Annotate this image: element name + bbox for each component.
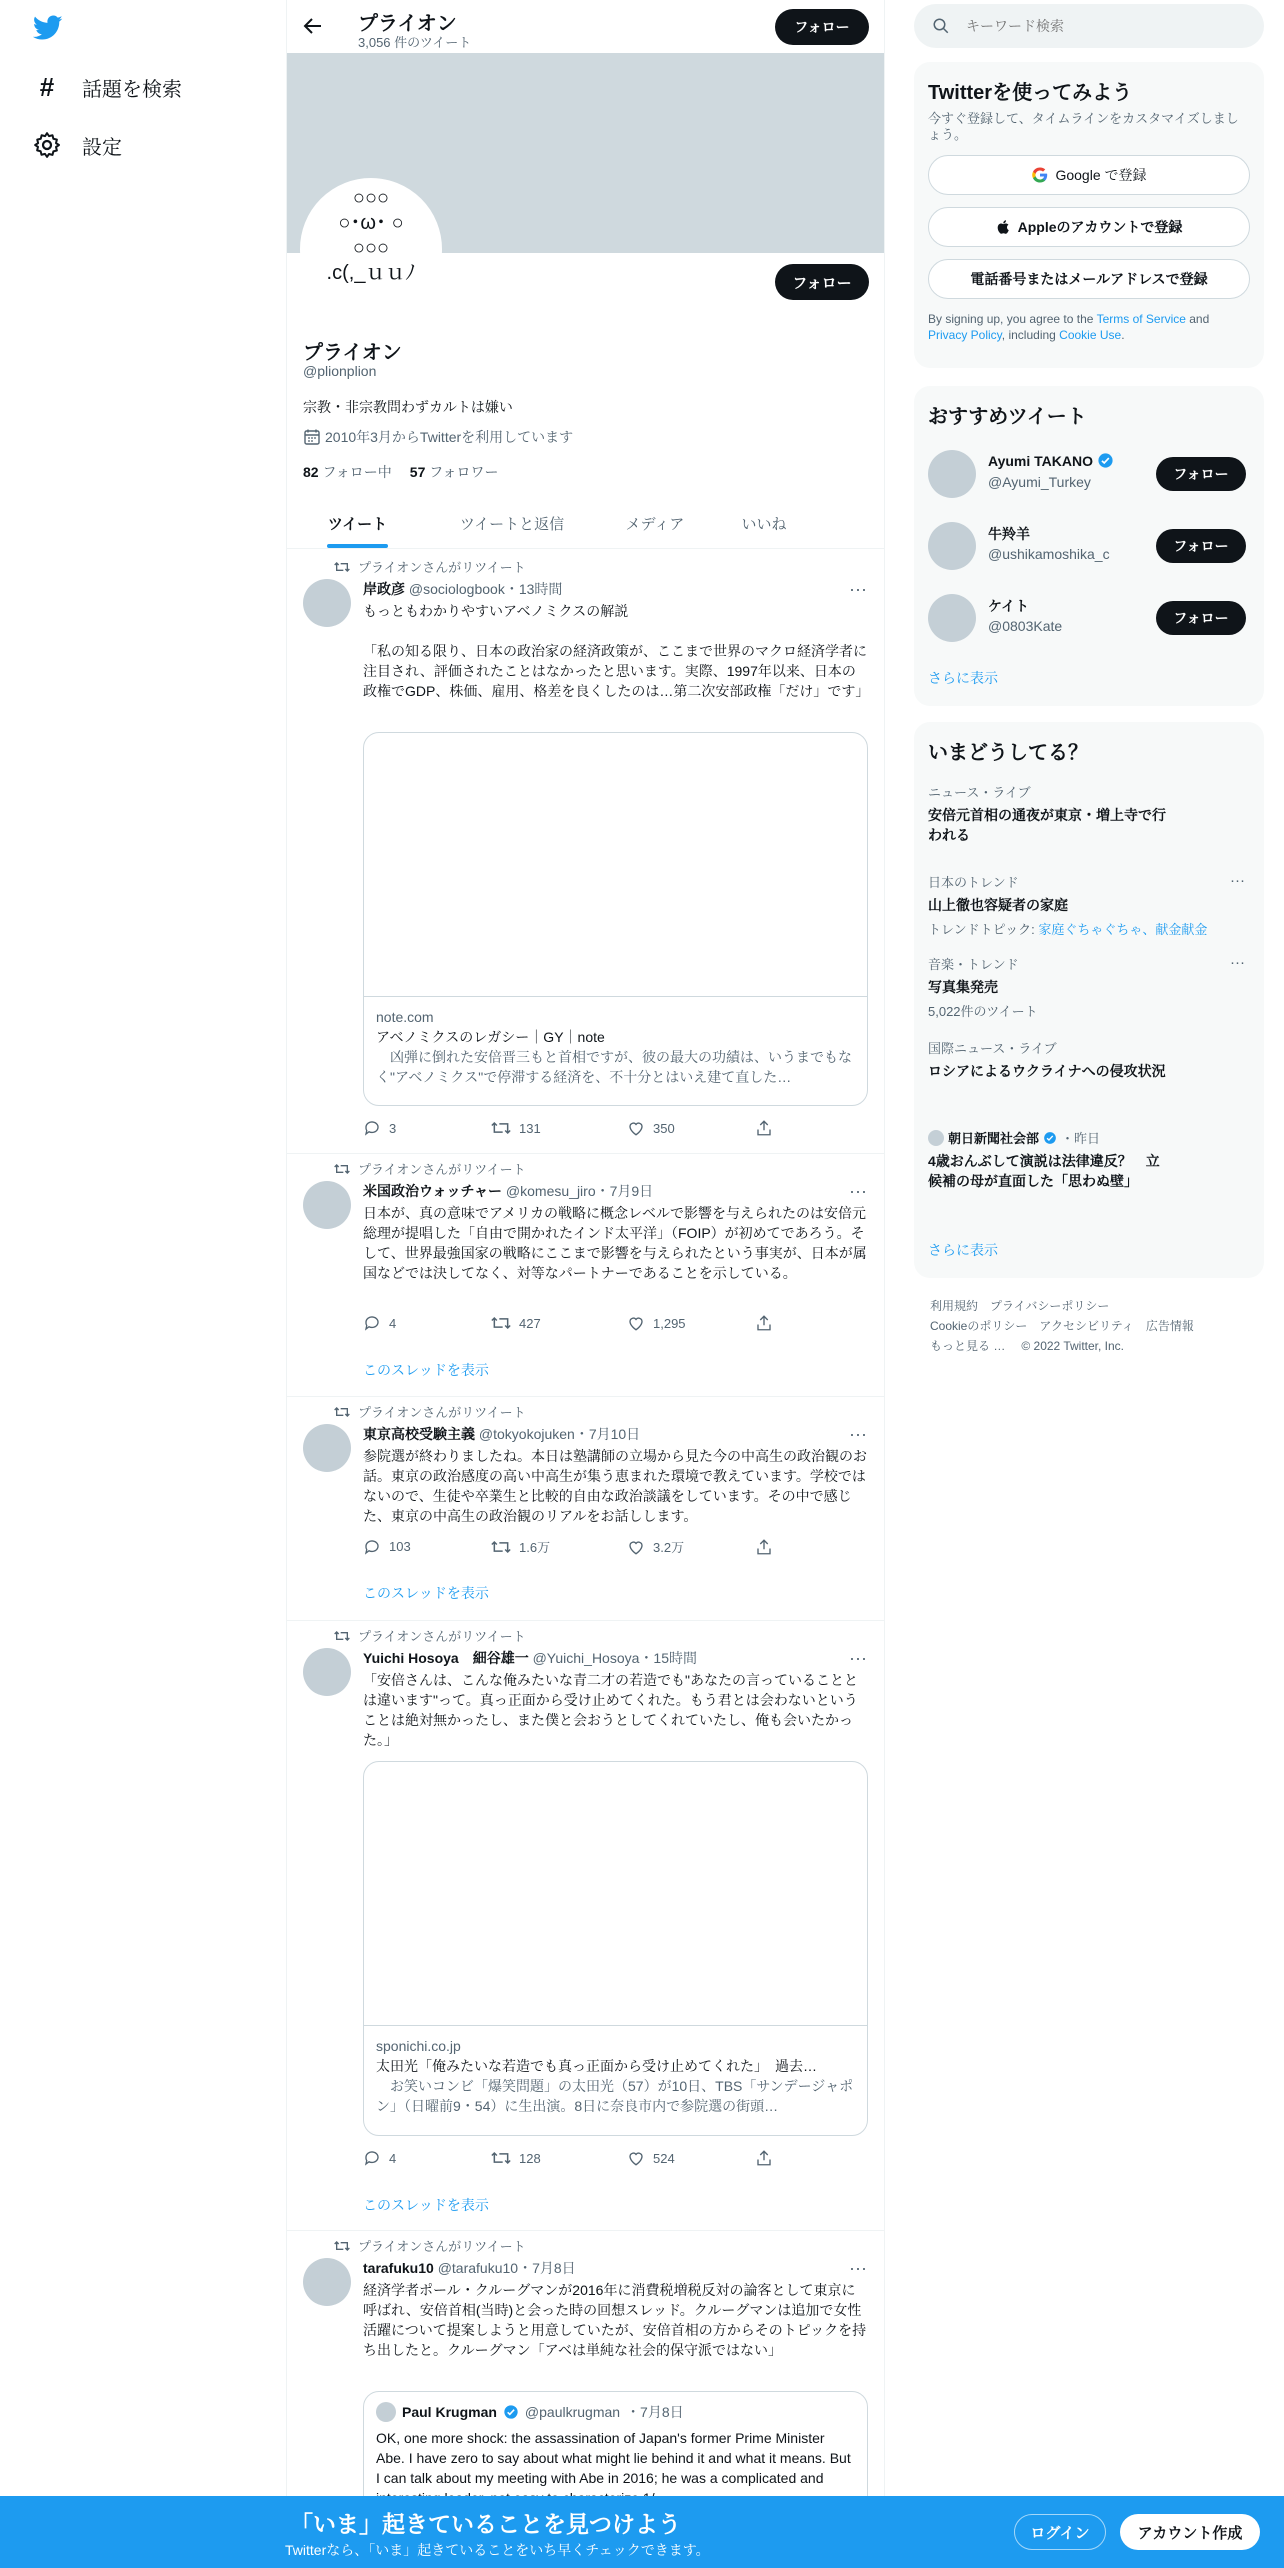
user-handle: @ushikamoshika_c bbox=[988, 546, 1110, 562]
tab-media[interactable]: メディア bbox=[625, 516, 685, 533]
avatar-line: ○･ω･ ○ bbox=[338, 212, 404, 234]
retweet-icon bbox=[334, 1405, 350, 1419]
verified-badge-icon bbox=[1097, 452, 1114, 469]
more-icon[interactable]: ··· bbox=[1230, 872, 1245, 889]
reply-button[interactable]: 4 bbox=[363, 2149, 491, 2167]
retweet-button[interactable]: 1.6万 bbox=[491, 1537, 627, 1556]
verified-badge-icon bbox=[1043, 1131, 1057, 1145]
profile-handle: @plionplion bbox=[303, 363, 377, 379]
reply-button[interactable]: 103 bbox=[363, 1537, 491, 1556]
retweet-icon bbox=[334, 2239, 350, 2253]
footer-link[interactable]: 広告情報 bbox=[1145, 1319, 1194, 1333]
share-button[interactable] bbox=[755, 1119, 773, 1137]
sidebar-footer bbox=[930, 1296, 1250, 1356]
profile-stats bbox=[303, 462, 499, 482]
more-icon[interactable]: ··· bbox=[849, 1424, 867, 1444]
tweet-text: もっともわかりやすいアベノミクスの解説 「私の知る限り、日本の政治家の経済政策が、ここまで世界のマクロ経済学者に注目され、評価されたことはなかったと思います。実際、1997年以来、日本の政権でGDP、株価、雇用、格差を良くしたのは…第二次安部政権「だけ」です」 bbox=[363, 603, 870, 699]
retweet-icon bbox=[491, 1538, 511, 1556]
signup-subtitle: 今すぐ登録して、タイムラインをカスタマイズしましょう。 bbox=[928, 111, 1239, 142]
trend-count: 5,022件のツイート bbox=[928, 1004, 1038, 1019]
more-icon[interactable]: ··· bbox=[849, 2258, 867, 2278]
gear-icon bbox=[32, 130, 62, 160]
footer-link[interactable]: Cookieのポリシー bbox=[930, 1319, 1028, 1333]
retweet-icon bbox=[334, 1629, 350, 1643]
footer-more-link[interactable]: もっと見る … bbox=[930, 1339, 1006, 1353]
google-signup-button[interactable]: Google で登録 bbox=[928, 155, 1250, 195]
avatar-line: ○○○ bbox=[352, 237, 390, 259]
back-arrow-icon[interactable] bbox=[301, 14, 325, 38]
quote-author-line: Paul Krugman @paulkrugman ・7月8日 bbox=[376, 2402, 855, 2422]
avatar-line: ○○○ bbox=[352, 187, 390, 209]
source-avatar bbox=[928, 1130, 944, 1146]
avatar bbox=[928, 450, 976, 498]
heart-icon bbox=[627, 2149, 645, 2167]
more-icon[interactable]: ··· bbox=[1230, 954, 1245, 971]
tweet-text: 参院選が終わりましたね。本日は塾講師の立場から見た今の中高生の政治観のお話。東京の政治感度の高い中高生が集う恵まれた環境で教えています。学校ではないので、生徒や卒業生と比較的自由な政治談議をしています。その中で感じた、東京の中高生の政治観のリアルをお話しします。 bbox=[363, 1448, 867, 1524]
trend-meta: 国際ニュース・ライブ bbox=[928, 1041, 1057, 1056]
tweet-author-line: 東京高校受験主義 @tokyokojuken・7月10日 bbox=[363, 1426, 641, 1442]
tweet[interactable] bbox=[287, 1154, 884, 1397]
like-button[interactable]: 1,295 bbox=[627, 1314, 755, 1332]
trend-title: 安倍元首相の通夜が東京・増上寺で行われる bbox=[928, 807, 1166, 843]
profile-bio: 宗教・非宗教問わずカルトは嫌い bbox=[303, 399, 513, 415]
tweet-text: 経済学者ポール・クルーグマンが2016年に消費税増税反対の論客として東京に呼ばれ、安倍首相(当時)と会った時の回想スレッド。クルーグマンは追加で女性活躍について提案しようと用意していたが、安倍首相の方からそのトピックを持ち出したと。クルーグマン「アベは単純な社会的保守派ではない」 bbox=[363, 2282, 867, 2358]
tweet-actions bbox=[363, 1537, 803, 1556]
share-button[interactable] bbox=[755, 1537, 773, 1556]
profile-header-bar bbox=[287, 0, 884, 53]
footer-link[interactable]: 利用規約 bbox=[930, 1299, 979, 1313]
bottom-bar-subtitle: Twitterなら、「いま」起きていることをいち早くチェックできます。 bbox=[285, 2542, 710, 2558]
signup-panel bbox=[914, 62, 1264, 368]
followers-link[interactable]: 57 フォロワー bbox=[409, 464, 499, 480]
share-icon bbox=[755, 2149, 773, 2167]
retweet-indicator: プライオンさんがリツイート bbox=[334, 1159, 526, 1178]
reply-icon bbox=[363, 1538, 381, 1556]
reply-button[interactable]: 3 bbox=[363, 1119, 491, 1137]
twitter-logo-icon[interactable] bbox=[33, 15, 63, 41]
header-name: プライオン bbox=[358, 13, 457, 35]
trend-title: ロシアによるウクライナへの侵攻状況 bbox=[928, 1063, 1166, 1079]
heart-icon bbox=[627, 1314, 645, 1332]
trend-title: 写真集発売 bbox=[928, 979, 998, 995]
follow-button[interactable]: フォロー bbox=[1156, 529, 1246, 563]
reply-icon bbox=[363, 1314, 381, 1332]
login-button[interactable]: ログイン bbox=[1014, 2514, 1106, 2550]
cookie-link[interactable]: Cookie Use bbox=[1059, 328, 1122, 342]
bottom-bar-title: 「いま」起きていることを見つけよう bbox=[290, 2511, 681, 2537]
link-card-domain: sponichi.co.jp bbox=[376, 2038, 461, 2054]
trend-item[interactable] bbox=[928, 954, 1250, 1020]
link-card-desc: 凶弾に倒れた安倍晋三もと首相ですが、彼の最大の功績は、いうまでもなく"アベノミクス"で停滞する経済を、不十分とはいえ建て直した… bbox=[376, 1049, 852, 1085]
avatar[interactable] bbox=[303, 1181, 351, 1229]
show-thread-link[interactable]: このスレッドを表示 bbox=[363, 1362, 489, 1378]
tweet-actions bbox=[363, 2149, 803, 2167]
profile-name: プライオン bbox=[303, 342, 402, 364]
retweet-icon bbox=[334, 560, 350, 574]
who-to-follow-panel bbox=[914, 386, 1264, 706]
retweet-icon bbox=[334, 1162, 350, 1176]
retweet-button[interactable]: 128 bbox=[491, 2149, 627, 2167]
show-thread-link[interactable]: このスレッドを表示 bbox=[363, 1585, 489, 1601]
main-column bbox=[286, 0, 885, 2568]
reply-icon bbox=[363, 2149, 381, 2167]
tweet-author-line: Yuichi Hosoya 細谷雄一 @Yuichi_Hosoya・15時間 bbox=[363, 1650, 697, 1666]
user-name: Ayumi TAKANO bbox=[988, 452, 1093, 469]
show-more-link[interactable]: さらに表示 bbox=[928, 670, 998, 686]
calendar-icon bbox=[303, 428, 321, 446]
bottom-signup-bar bbox=[0, 2496, 1284, 2568]
user-handle: @Ayumi_Turkey bbox=[988, 474, 1091, 490]
trends-title: いまどうしてる？ bbox=[928, 742, 1088, 764]
trend-item[interactable] bbox=[928, 872, 1250, 938]
trend-title: 4歳おんぶして演説は法律違反？ 立候補の母が直面した「思わぬ壁」 bbox=[928, 1153, 1160, 1189]
link-card[interactable] bbox=[363, 732, 868, 1106]
like-button[interactable]: 524 bbox=[627, 2149, 755, 2167]
show-thread-link[interactable]: このスレッドを表示 bbox=[363, 2197, 489, 2213]
retweet-indicator: プライオンさんがリツイート bbox=[334, 2236, 526, 2255]
link-card-desc: お笑いコンビ「爆笑問題」の太田光（57）が10日、TBS「サンデージャポン」（日曜前9・54）に生出演。8日に奈良市内で参院選の街頭… bbox=[376, 2078, 854, 2114]
share-icon bbox=[755, 1538, 773, 1556]
share-button[interactable] bbox=[755, 1314, 773, 1332]
who-to-follow-title: おすすめツイート bbox=[928, 406, 1087, 428]
follow-suggestion[interactable] bbox=[928, 516, 1250, 576]
tab-likes[interactable]: いいね bbox=[741, 516, 787, 533]
trend-source: 朝日新聞社会部 ・昨日 bbox=[928, 1128, 1250, 1147]
search-icon bbox=[932, 17, 950, 35]
footer-link[interactable]: アクセシビリティ bbox=[1039, 1319, 1134, 1333]
retweet-indicator: プライオンさんがリツイート bbox=[334, 1402, 526, 1421]
share-button[interactable] bbox=[755, 2149, 773, 2167]
trend-meta: ニュース・ライブ bbox=[928, 785, 1031, 800]
tweet[interactable] bbox=[287, 1621, 884, 2231]
tos-link[interactable]: Terms of Service bbox=[1096, 312, 1186, 326]
trend-meta: 音楽・トレンド bbox=[928, 957, 1019, 972]
privacy-link[interactable]: Privacy Policy bbox=[928, 328, 1002, 342]
copyright: © 2022 Twitter, Inc. bbox=[1021, 1339, 1125, 1353]
search-input[interactable] bbox=[966, 18, 1236, 34]
link-card-domain: note.com bbox=[376, 1009, 434, 1025]
verified-badge-icon bbox=[503, 2404, 519, 2420]
show-more-link[interactable]: さらに表示 bbox=[928, 1242, 998, 1258]
follow-suggestion[interactable] bbox=[928, 588, 1250, 648]
trend-topics: トレンドトピック: 家庭ぐちゃぐちゃ、献金献金 bbox=[928, 922, 1208, 937]
reply-icon bbox=[363, 1119, 381, 1137]
share-icon bbox=[755, 1314, 773, 1332]
trend-item[interactable] bbox=[928, 1038, 1250, 1081]
retweet-indicator: プライオンさんがリツイート bbox=[334, 557, 526, 576]
signup-legal: By signing up, you agree to the Terms of Service and Privacy Policy, including Cookie Use. bbox=[928, 312, 1210, 342]
nav-item-settings[interactable]: 設定 bbox=[32, 128, 122, 162]
follow-button[interactable]: フォロー bbox=[1156, 601, 1246, 635]
quote-text: OK, one more shock: the assassination of Japan's former Prime Minister Abe. I have zero to say about what might lie behind it and what it means. But I can talk about my meeting with Abe in 2016; he was a complicated and bbox=[376, 2430, 851, 2486]
phone-email-signup-button[interactable]: 電話番号またはメールアドレスで登録 bbox=[928, 259, 1250, 299]
google-icon bbox=[1031, 166, 1049, 184]
signup-title: Twitterを使ってみよう bbox=[928, 82, 1133, 104]
profile-follow-button[interactable]: フォロー bbox=[775, 264, 869, 300]
tweet-author-line: 米国政治ウォッチャー @komesu_jiro・7月9日 bbox=[363, 1183, 654, 1199]
share-icon bbox=[755, 1119, 773, 1137]
trend-item[interactable] bbox=[928, 782, 1250, 845]
header-follow-button[interactable]: フォロー bbox=[775, 9, 869, 45]
trend-item[interactable] bbox=[928, 1128, 1250, 1191]
retweet-button[interactable]: 131 bbox=[491, 1119, 627, 1137]
avatar bbox=[928, 522, 976, 570]
profile-joined: 2010年3月からTwitterを利用しています bbox=[303, 427, 573, 447]
more-icon[interactable]: ··· bbox=[849, 579, 867, 599]
link-card-image bbox=[364, 733, 867, 997]
tweet-actions bbox=[363, 1314, 803, 1332]
hashtag-icon: # bbox=[39, 71, 55, 102]
trends-panel bbox=[914, 722, 1264, 1278]
trend-meta: 日本のトレンド bbox=[928, 875, 1019, 890]
profile-tabs bbox=[287, 500, 884, 549]
user-name: 牛羚羊 bbox=[988, 526, 1030, 542]
retweet-indicator: プライオンさんがリツイート bbox=[334, 1626, 526, 1645]
retweet-icon bbox=[491, 1119, 511, 1137]
avatar[interactable] bbox=[303, 579, 351, 627]
profile-avatar[interactable] bbox=[300, 178, 442, 320]
tweet-author-line: tarafuku10 @tarafuku10・7月8日 bbox=[363, 2260, 576, 2276]
apple-icon bbox=[996, 218, 1012, 236]
like-button[interactable]: 350 bbox=[627, 1119, 755, 1137]
avatar[interactable] bbox=[303, 1424, 351, 1472]
retweet-icon bbox=[491, 1314, 511, 1332]
tweet-text: 「安倍さんは、こんな俺みたいな青二才の若造でも"あなたの言っていることとは違います"って。真っ正面から受け止めてくれた。もう君とは会わないということは絶対無かったし、また僕と会おうとしてくれていたし、俺も会いたかった。」 bbox=[363, 1672, 858, 1748]
retweet-button[interactable]: 427 bbox=[491, 1314, 627, 1332]
avatar-line: .c(,_ｕｕﾉ bbox=[326, 262, 416, 284]
avatar[interactable] bbox=[303, 1648, 351, 1696]
heart-icon bbox=[627, 1119, 645, 1137]
follow-suggestion[interactable] bbox=[928, 444, 1250, 504]
link-card-title: アベノミクスのレガシー｜GY｜note bbox=[376, 1029, 605, 1045]
retweet-icon bbox=[491, 2149, 511, 2167]
tab-tweets-replies[interactable]: ツイートと返信 bbox=[459, 516, 565, 533]
create-account-button[interactable]: アカウント作成 bbox=[1120, 2514, 1260, 2550]
tweet-actions bbox=[363, 1119, 803, 1137]
tweet-text: 日本が、真の意味でアメリカの戦略に概念レベルで影響を与えられたのは安倍元総理が提唱した「自由で開かれたインド太平洋」（FOIP）が初めてであろう。そして、世界最強国家の戦略にここまで影響を与えられたという事実が、日本が属国などでは決してなく、対等なパートナーであることを示している。 bbox=[363, 1205, 867, 1281]
reply-button[interactable]: 4 bbox=[363, 1314, 491, 1332]
link-card-title: 太田光「俺みたいな若造でも真っ正面から受け止めてくれた」 過去… bbox=[376, 2058, 817, 2074]
link-card[interactable] bbox=[363, 1761, 868, 2136]
like-button[interactable]: 3.2万 bbox=[627, 1537, 755, 1556]
tweet[interactable] bbox=[287, 549, 884, 1154]
following-link[interactable]: 82 フォロー中 bbox=[303, 464, 392, 480]
tweet[interactable] bbox=[287, 1397, 884, 1621]
tab-tweets[interactable]: ツイート bbox=[287, 500, 428, 548]
more-icon[interactable]: ··· bbox=[849, 1181, 867, 1201]
user-name: ケイト bbox=[988, 598, 1030, 614]
nav-item-explore[interactable]: # 話題を検索 bbox=[32, 70, 182, 104]
quote-avatar bbox=[376, 2402, 396, 2422]
trend-title: 山上徹也容疑者の家庭 bbox=[928, 897, 1068, 913]
tab-active-indicator bbox=[327, 544, 388, 548]
avatar[interactable] bbox=[303, 2258, 351, 2306]
apple-signup-button[interactable]: Appleのアカウントで登録 bbox=[928, 207, 1250, 247]
follow-button[interactable]: フォロー bbox=[1156, 457, 1246, 491]
search-box[interactable] bbox=[914, 4, 1264, 48]
user-handle: @0803Kate bbox=[988, 618, 1063, 634]
heart-icon bbox=[627, 1538, 645, 1556]
more-icon[interactable]: ··· bbox=[849, 1648, 867, 1668]
tweet-author-line: 岸政彦 @sociologbook・13時間 bbox=[363, 581, 563, 597]
footer-link[interactable]: プライバシーポリシー bbox=[990, 1299, 1110, 1313]
link-card-image bbox=[364, 1762, 867, 2026]
avatar bbox=[928, 594, 976, 642]
header-tweet-count: 3,056 件のツイート bbox=[358, 35, 472, 50]
